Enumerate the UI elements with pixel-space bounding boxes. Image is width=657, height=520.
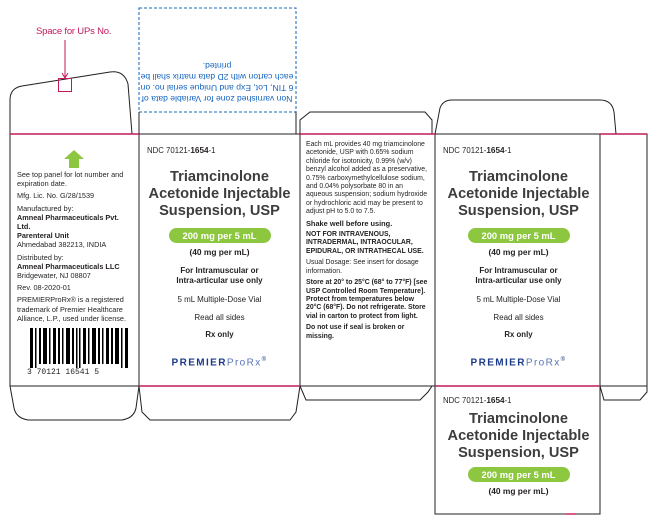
flap-variable-data-note: Non varnished zone for Variable data of 6 TIN, Lot, Exp and Unique serial no. on each carton with 2D data matrix shall be printed.	[140, 61, 294, 104]
strength-badge: 200 mg per 5 mL	[169, 228, 271, 243]
barcode	[26, 328, 130, 372]
right-front-panel	[437, 146, 600, 368]
brand-logo: PREMIERProRx®	[171, 357, 268, 369]
product-title: Triamcinolone Acetonide Injectable Suspension, USP	[447, 411, 590, 461]
read-all-sides: Read all sides	[493, 313, 544, 322]
parental-unit: Parenteral Unit	[17, 231, 69, 241]
barcode-digits: 3 70121 16541 5	[27, 368, 100, 377]
manufacturer-name: Amneal Pharmaceuticals Pvt. Ltd.	[17, 212, 119, 232]
seal-warning: Do not use if seal is broken or missing.	[306, 324, 405, 340]
not-for-use-warning: NOT FOR INTRAVENOUS, INTRADERMAL, INTRAOCULAR, EPIDURAL, OR INTRATHECAL USE.	[306, 231, 424, 255]
revision: Rev. 08-2020-01	[17, 283, 71, 293]
ndc-number: NDC 70121-1654-1	[443, 396, 512, 405]
usual-dosage: Usual Dosage: See insert for dosage information.	[306, 259, 419, 275]
distributor-name: Amneal Pharmaceuticals LLC	[17, 261, 120, 271]
shake-warning: Shake well before using.	[306, 218, 393, 228]
strength-badge: 200 mg per 5 mL	[468, 467, 570, 482]
concentration: (40 mg per mL)	[488, 247, 549, 257]
concentration: (40 mg per mL)	[488, 486, 549, 496]
rx-only: Rx only	[205, 330, 234, 339]
manufacturer-city: Ahmedabad 382213, INDIA	[17, 240, 107, 250]
trademark-note: PREMIERProRx® is a registered trademark of Premier Healthcare Alliance, L.P., used under license.	[17, 295, 126, 323]
mfg-license: Mfg. Lic. No. G/28/1539	[17, 191, 95, 201]
distributed-by: Distributed by:	[17, 252, 64, 262]
route-of-administration: For Intramuscular or Intra-articular use only	[475, 266, 562, 285]
ups-box	[58, 78, 72, 92]
manufactured-by: Manufactured by:	[17, 203, 74, 213]
concentration: (40 mg per mL)	[189, 247, 250, 257]
lot-note: See top panel for lot number and expiration date.	[17, 170, 124, 189]
vial-size: 5 mL Multiple-Dose Vial	[476, 295, 561, 304]
read-all-sides: Read all sides	[194, 313, 245, 322]
route-of-administration: For Intramuscular or Intra-articular use only	[176, 266, 263, 285]
strength-badge: 200 mg per 5 mL	[468, 228, 570, 243]
ndc-number: NDC 70121-1654-1	[147, 146, 216, 155]
storage-instructions: Store at 20° to 25°C (68° to 77°F) [see USP Controlled Room Temperature]. Protect from temperatures below 20°C (68°F). Do not refrigerate. Store vial in carton to protect from light.	[306, 279, 428, 320]
product-title: Triamcinolone Acetonide Injectable Suspension, USP	[148, 169, 291, 219]
side-panel	[17, 170, 132, 326]
brand-logo: PREMIERProRx®	[470, 357, 567, 369]
distributor-city: Bridgewater, NJ 08807	[17, 271, 91, 281]
info-panel	[306, 141, 430, 344]
rx-only: Rx only	[504, 330, 533, 339]
ups-note: Space for UPs No.	[36, 26, 112, 37]
bottom-panel	[437, 396, 600, 496]
ndc-number: NDC 70121-1654-1	[443, 146, 512, 155]
product-title: Triamcinolone Acetonide Injectable Suspension, USP	[447, 169, 590, 219]
recycle-icon	[55, 149, 93, 169]
vial-size: 5 mL Multiple-Dose Vial	[177, 295, 262, 304]
front-panel	[141, 146, 298, 368]
composition-text: Each mL provides 40 mg triamcinolone acetonide, USP with 0.65% sodium chloride for isotonicity, 0.99% (w/v) benzyl alcohol added as a preservative, 0.75% carboxymethylcellulose sodium, and 0.04% polysorbate 80 in an aqueous suspension; sodium hydroxide or hydrochloric acid may be present to adjust pH to 5.0 to 7.5.	[306, 141, 428, 216]
